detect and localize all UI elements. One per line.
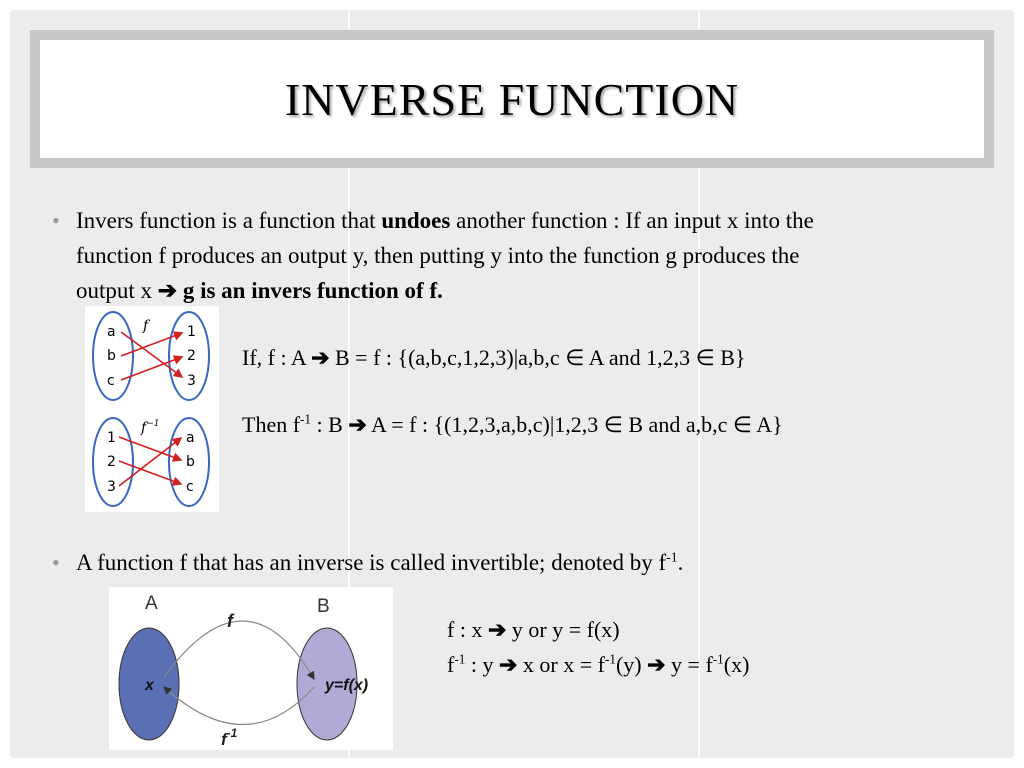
codomain-1: 1 [187, 324, 196, 340]
bold-undoes: undoes [381, 208, 451, 233]
superscript: -1 [300, 411, 312, 427]
domain-c: c [107, 373, 115, 389]
text-run: : y [465, 652, 499, 677]
arrow-icon: ➔ [157, 278, 178, 303]
mapping-arrow [119, 461, 181, 484]
f-label: f [227, 611, 233, 631]
arrow-icon: ➔ [348, 412, 367, 437]
inv-domain-3: 3 [107, 479, 116, 495]
text-run: y or y = f(x) [506, 617, 620, 642]
inv-domain-2: 2 [107, 454, 116, 470]
bullet-1 [52, 203, 996, 308]
f-arrow [164, 621, 314, 679]
text-run: B = f : {(a,b,c,1,2,3)|a,b,c ∈ A and 1,2,3 ∈ B} [329, 345, 746, 370]
inv-codomain-c: c [186, 479, 194, 495]
inv-codomain-b: b [186, 454, 195, 470]
inverse-diagram-svg [109, 587, 393, 750]
domain-a: a [107, 324, 116, 340]
bullet-1-line-1 [76, 203, 996, 238]
inv-codomain-a: a [186, 430, 195, 446]
text-run: (y) [615, 652, 648, 677]
text-run: . [677, 550, 684, 575]
inverse-diagram [109, 587, 393, 750]
mapping-arrow [121, 332, 182, 377]
domain-b: b [107, 348, 116, 364]
arrow-icon: ➔ [311, 345, 330, 370]
f-label: f [143, 318, 149, 334]
bullet-1-line-3 [76, 273, 996, 308]
x-label: x [145, 677, 154, 694]
text-run: f [447, 652, 455, 677]
bold-conclusion: g is an invers function of f. [182, 278, 443, 303]
text-run: output x [76, 278, 158, 303]
inv-domain-1: 1 [107, 430, 116, 446]
mapping-arrow [121, 357, 182, 380]
text-run: (x) [723, 652, 750, 677]
superscript: -1 [666, 549, 678, 565]
mapping-diagram-svg [85, 306, 219, 512]
set-a-label: A [145, 593, 158, 614]
if-statement [242, 345, 745, 371]
codomain-2: 2 [187, 348, 196, 364]
equation-1 [447, 617, 620, 643]
text-run: A = f : {(1,2,3,a,b,c)|1,2,3 ∈ B and a,b,c ∈ A} [366, 412, 783, 437]
set-b-label: B [317, 596, 330, 617]
finv-label: $f^{-1}$ [221, 726, 238, 749]
text-run: another function : If an input x into the [450, 208, 814, 233]
bullet-1-line-2: function f produces an output y, then putting y into the function g produces the [76, 243, 800, 268]
codomain-3: 3 [187, 373, 196, 389]
finv-label: $f^{-1}$ [141, 419, 160, 436]
superscript: -1 [712, 651, 724, 667]
text-run: f : x [447, 617, 488, 642]
bullet-2 [52, 545, 976, 580]
superscript: -1 [454, 651, 466, 667]
then-statement [242, 412, 783, 438]
text-run: y = f [665, 652, 713, 677]
arrow-icon: ➔ [487, 617, 507, 642]
text-run: A function f that has an inverse is called invertible; denoted by f [76, 550, 667, 575]
finv-arrow [164, 687, 314, 725]
title-frame [30, 30, 994, 168]
equation-2 [447, 652, 749, 678]
bullet-dot: • [52, 208, 60, 233]
text-run: x or x = f [517, 652, 605, 677]
title-panel [40, 40, 984, 158]
superscript: -1 [604, 651, 616, 667]
mapping-arrow [119, 438, 181, 486]
arrow-icon: ➔ [498, 652, 518, 677]
text-run: Then f [242, 412, 301, 437]
text-run: Invers function is a function that [76, 208, 382, 233]
y-label: y=f(x) [325, 677, 369, 694]
arrow-icon: ➔ [647, 652, 666, 677]
text-run: : B [311, 412, 349, 437]
slide-title: INVERSE FUNCTION [284, 73, 740, 125]
text-run: If, f : A [242, 345, 312, 370]
bullet-dot: • [52, 550, 60, 575]
mapping-diagram [85, 306, 219, 512]
